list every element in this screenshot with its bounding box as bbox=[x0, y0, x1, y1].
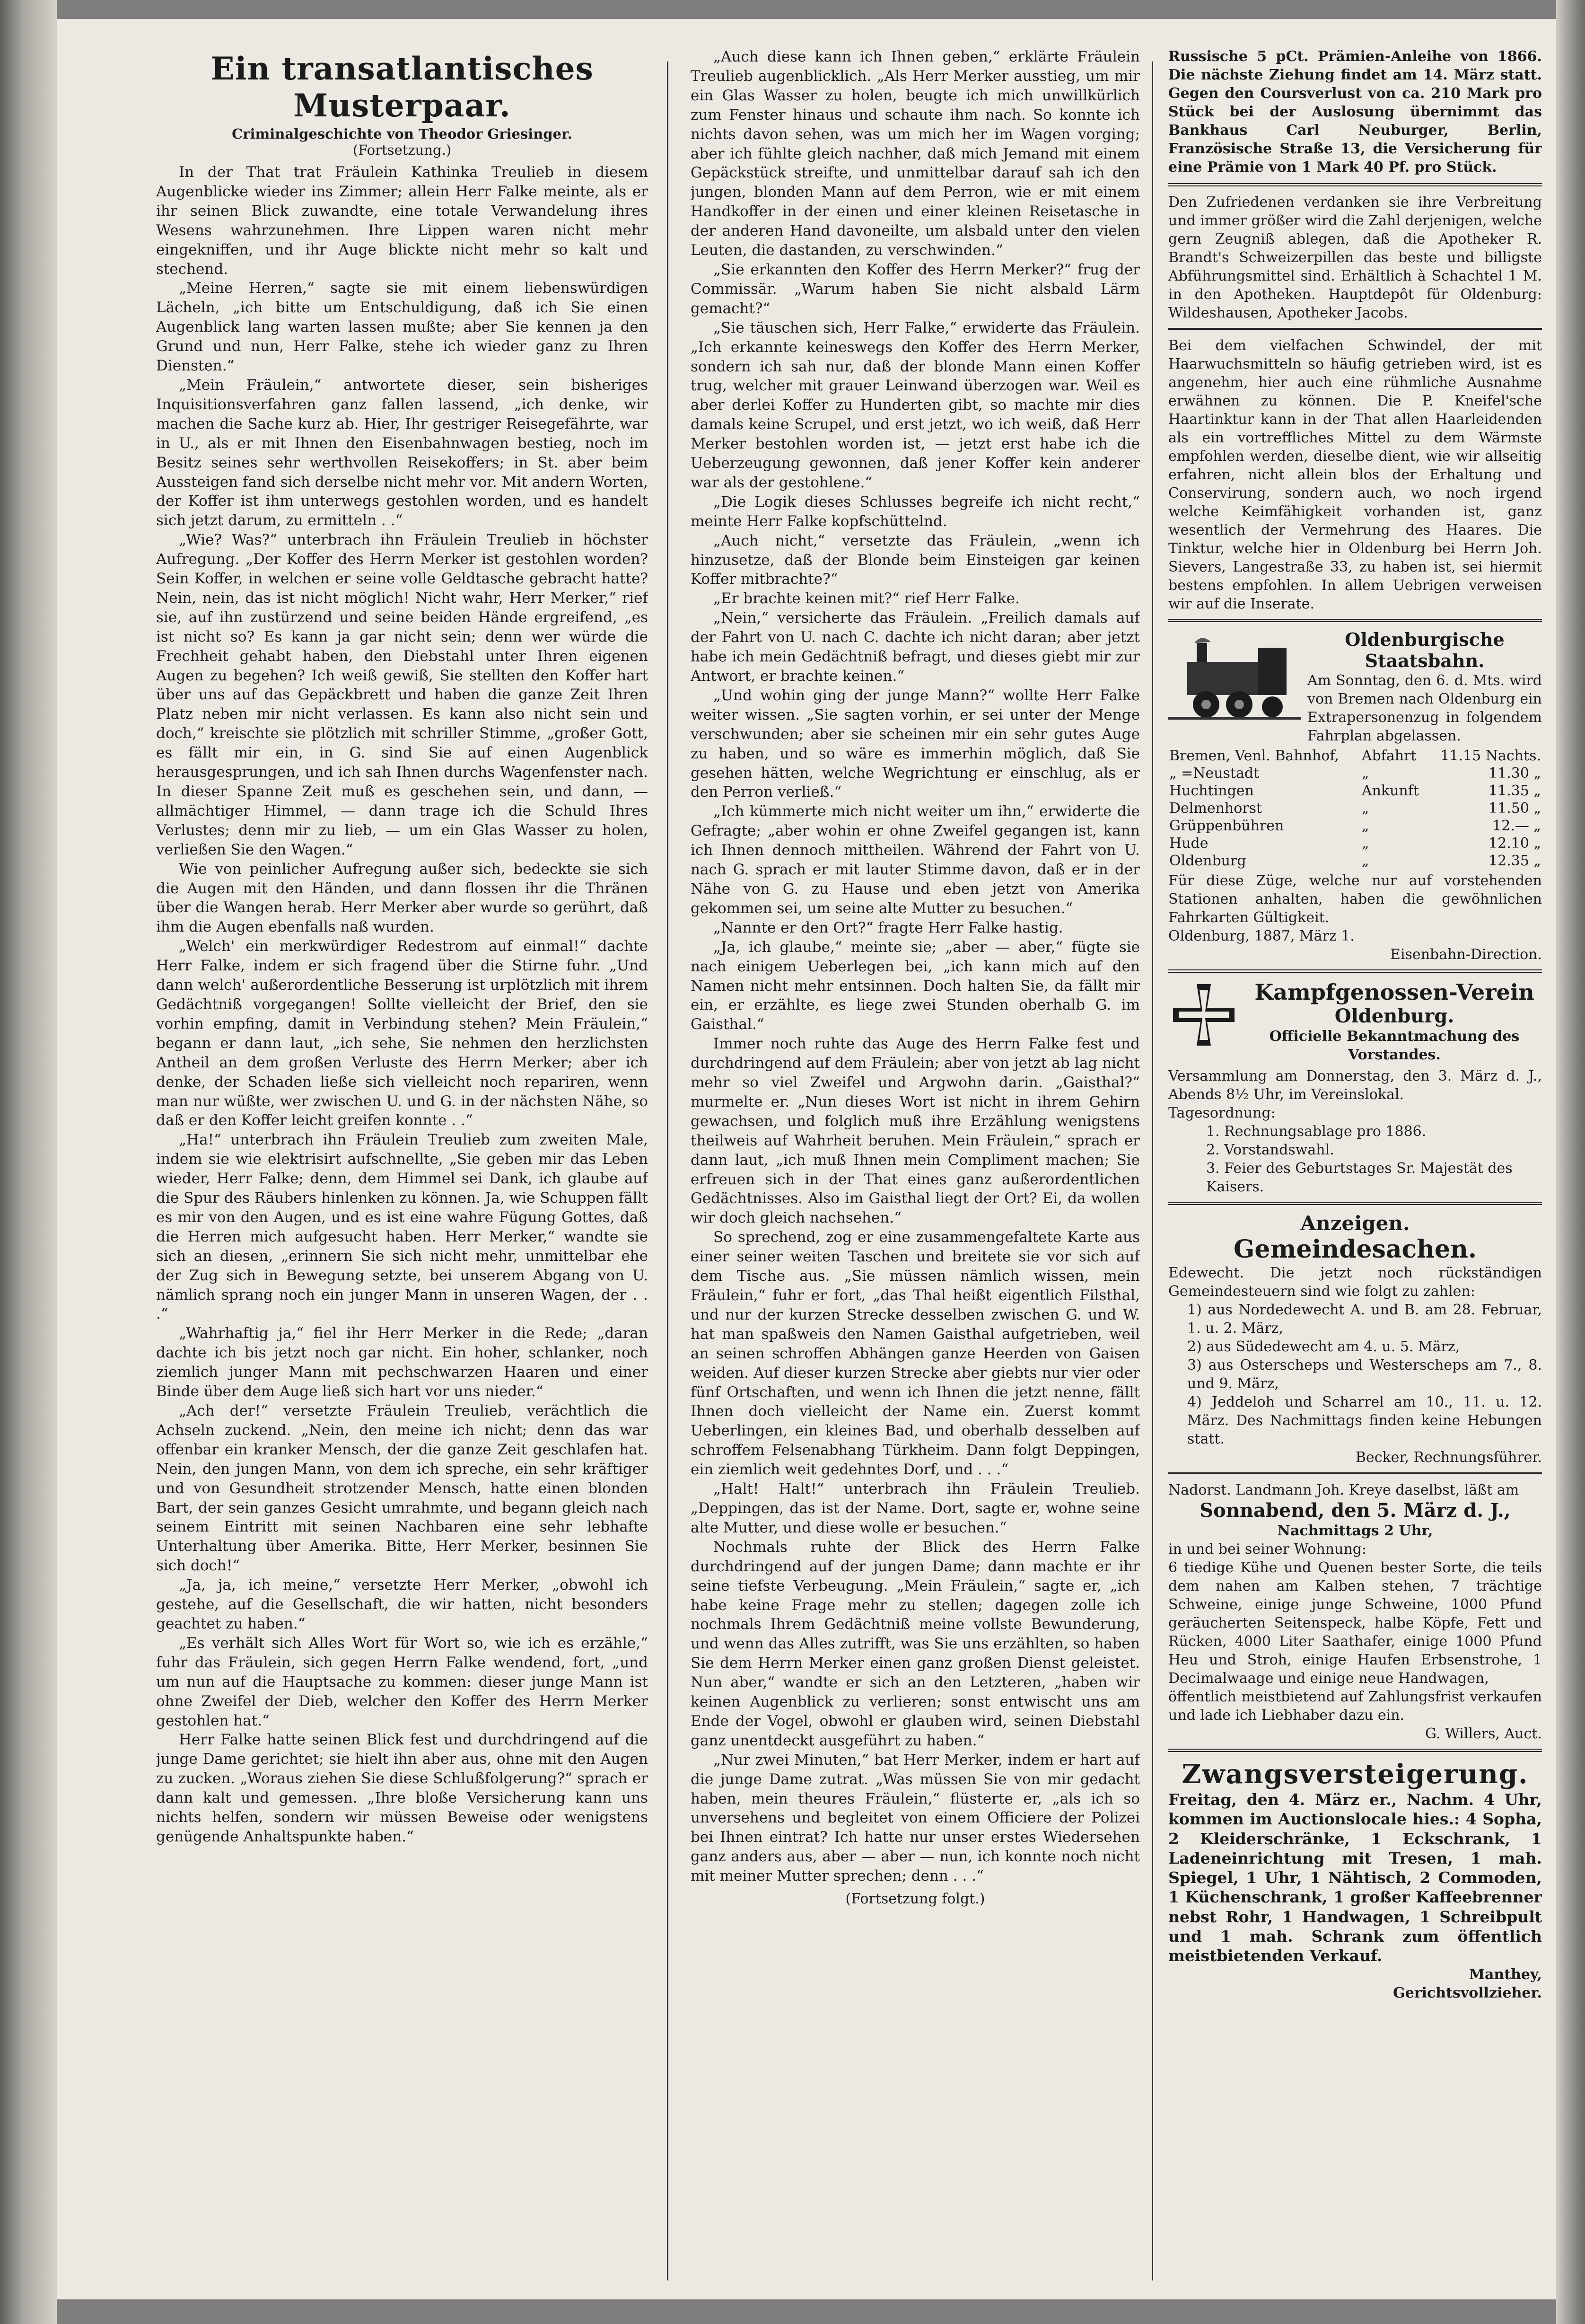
timetable-kind: „ bbox=[1361, 765, 1369, 782]
railway-title: Oldenburgische Staatsbahn. bbox=[1345, 629, 1505, 671]
timetable-station: „ =Neustadt bbox=[1169, 765, 1260, 782]
ad-forced-auction bbox=[1168, 1749, 1542, 2008]
story-title: Ein transatlantisches Musterpaar. bbox=[210, 50, 594, 124]
timetable-station: Huchtingen bbox=[1169, 783, 1254, 799]
nadorst-closing: öffentlich meistbietend auf Zahlungsfrist verkaufen und lade ich Liebhaber dazu ein. bbox=[1168, 1689, 1542, 1724]
gemeinde-item: 3) aus Osterscheps und Westerscheps am 7., 8. und 9. März, bbox=[1187, 1357, 1542, 1392]
timetable-station: Delmenhorst bbox=[1169, 800, 1262, 817]
story-paragraph: „Ich kümmerte mich nicht weiter um ihn,“ erwiderte die Gefragte; „aber wohin er ohne Zweifel gegangen ist, kann ich Ihnen dennoch mittheilen. Während der Fahrt von U. nach G. sprach er mit lauter Stimme davon, daß er in der Nähe von G. zu Hause und eben jetzt von Amerika gekommen sei, um seine alte Mutter zu besuchen.“ bbox=[691, 803, 1140, 917]
gemeinde-item: 2) aus Südedewecht am 4. u. 5. März, bbox=[1187, 1338, 1460, 1355]
to-be-continued: (Fortsetzung folgt.) bbox=[845, 1891, 985, 1908]
timetable-kind: „ bbox=[1361, 853, 1369, 869]
story-paragraph: Wie von peinlicher Aufregung außer sich, bedeckte sie sich die Augen mit den Händen, und dann flossen ihr die Thränen über die Wangen herab. Herr Merker aber wurde so gerührt, daß ihm die Augen ebenfalls naß wurden. bbox=[156, 860, 648, 936]
railway-timetable bbox=[1168, 747, 1542, 870]
timetable-kind: „ bbox=[1361, 800, 1369, 817]
veterans-title: Kampfgenossen-Verein bbox=[1254, 979, 1534, 1005]
nadorst-time: Nachmittags 2 Uhr, bbox=[1277, 1523, 1433, 1539]
agenda-item: 1. Rechnungsablage pro 1886. bbox=[1206, 1123, 1427, 1140]
page-edge-right bbox=[1556, 0, 1585, 2324]
story-paragraph: In der That trat Fräulein Kathinka Treulieb in diesem Augenblicke wieder ins Zimmer; allein Herr Falke meinte, als er ihr seinen Blick zuwandte, eine totale Verwandelung ihres Wesens wahrzunehmen. Ihre Lippen waren nicht mehr eingekniffen, und ihr Auge blickte nicht mehr so kalt und stechend. bbox=[156, 164, 648, 278]
story-paragraph: Nochmals ruhte der Blick des Herrn Falke durchdringend auf der jungen Dame; dann machte er ihr seine tiefste Verbeugung. „Mein Fräulein,“ sagte er, „ich habe keine Frage mehr zu stellen; dagegen zolle ich nochmals Ihrem Gedächtniß meine vollste Bewunderung, und wenn das Alles zutrifft, was Sie uns erzählten, so haben Sie dem Herrn Merker einen ganz großen Dienst geleistet. Nun aber,“ wandte er sich an den Letzteren, „haben wir keinen Augenblick zu verlieren; sonst entwischt uns am Ende der Vogel, obwohl er glauben wird, seinen Diebstahl ganz unentdeckt ausgeführt zu haben.“ bbox=[691, 1538, 1140, 1749]
story-paragraph: Immer noch ruhte das Auge des Herrn Falke fest und durchdringend auf dem Fräulein; aber von jetzt ab lag nicht mehr so viel Zweifel und Argwohn darin. „Gaisthal?“ murmelte er. „Nun dieses Wort ist nicht in ihrem Gehirn gewachsen, und folglich muß ihre Erzählung wenigstens theilweis auf Wahrheit beruhen. Mein Fräulein,“ sprach er dann laut, „ich muß Ihnen mein Compliment machen; Sie erfreuen sich in der That eines ganz außerordentlichen Gedächtnisses. Also im Gaisthal liegt der Ort? Ei, da wollen wir doch gleich nachsehen.“ bbox=[691, 1035, 1140, 1227]
story-paragraph: „Ha!“ unterbrach ihn Fräulein Treulieb zum zweiten Male, indem sie wie elektrisirt aufschnellte, „Sie geben mir das Leben wieder, Herr Falke; denn, dem Himmel sei Dank, ich glaube auf die Spur des Räubers hinlenken zu können. Ja, wie Schuppen fällt es mir von den Augen, und es ist eine wahre Fügung Gottes, daß die Herren mich aufgesucht haben. Herr Merker,“ wandte sie sich an diesen, „erinnern Sie sich nicht mehr, unmittelbar ehe der Zug sich in Bewegung setzte, bei unserem Abgang von U. nämlich sprang noch ein junger Mann in unseren Wagen, der . . .“ bbox=[156, 1131, 648, 1323]
timetable-station: Bremen, Venl. Bahnhof, bbox=[1169, 748, 1339, 764]
nadorst-date: Sonnabend, den 5. März d. J., bbox=[1200, 1499, 1511, 1522]
story-paragraph: „Die Logik dieses Schlusses begreife ich nicht recht,“ meinte Herr Falke kopfschüttelnd. bbox=[691, 493, 1140, 530]
nadorst-signature: G. Willers, Auct. bbox=[1425, 1725, 1542, 1742]
story-paragraph: „Sie erkannten den Koffer des Herrn Merker?“ frug der Commissär. „Warum haben Sie nicht alsbald Lärm gemacht?“ bbox=[691, 261, 1140, 317]
veterans-subtitle: Officielle Bekanntmachung des Vorstandes. bbox=[1269, 1028, 1520, 1063]
page-edge-left bbox=[0, 0, 57, 2324]
story-paragraph: „Nein,“ versicherte das Fräulein. „Freilich damals auf der Fahrt von U. nach C. dachte ich nicht daran; aber jetzt habe ich mein Gedächtniß befragt, und dieses giebt mir zur Antwort, er brachte keinen.“ bbox=[691, 609, 1140, 685]
anzeigen-heading: Anzeigen. bbox=[1300, 1212, 1410, 1235]
story-paragraph: „Ja, ja, ich meine,“ versetzte Herr Merker, „obwohl ich gestehe, auf die Gesellschaft, die wir hatten, nicht besonders geachtet zu haben.“ bbox=[156, 1576, 648, 1632]
column-rule-2 bbox=[1152, 62, 1153, 2280]
story-paragraph: „Auch diese kann ich Ihnen geben,“ erklärte Fräulein Treulieb augenblicklich. „Als Herr Merker ausstieg, um mir ein Glas Wasser zu holen, beugte ich mich unwillkürlich zum Fenster hinaus und schaute ihm nach. So konnte ich nichts davon sehen, was um mich her im Wagen vorging; aber ich fühlte gleich nachher, daß mich Jemand mit einem Gepäckstück streifte, und unmittelbar darauf sah ich den jungen, blonden Mann auf dem Perron, wie er mit einem Handkoffer in der einen und einer kleinen Reisetasche in der anderen Hand davoneilte, um alsbald unter den vielen Leuten, die dastanden, zu verschwinden.“ bbox=[691, 48, 1140, 259]
column-rule-1 bbox=[667, 62, 668, 2280]
timetable-kind: Ankunft bbox=[1361, 783, 1419, 799]
section-anzeigen bbox=[1168, 1202, 1542, 1472]
iron-cross-icon bbox=[1168, 979, 1239, 1050]
timetable-time: 12.35 „ bbox=[1489, 853, 1541, 869]
gemeinde-item: 4) Jeddeloh und Scharrel am 10., 11. u. 12. März. Des Nachmittags finden keine Hebungen statt. bbox=[1187, 1394, 1542, 1447]
column-2 bbox=[691, 47, 1140, 2280]
ad-brandt-pills bbox=[1168, 183, 1542, 328]
timetable-row bbox=[1168, 747, 1542, 765]
agenda-item: 2. Vorstandswahl. bbox=[1206, 1142, 1334, 1158]
timetable-time: 11.30 „ bbox=[1489, 765, 1541, 782]
story-paragraph: So sprechend, zog er eine zusammengefaltete Karte aus einer seiner weiten Taschen und breitete sie vor sich auf dem Tische aus. „Sie müssen nämlich wissen, mein Fräulein,“ fuhr er fort, „das Thal heißt eigentlich Filsthal, und nur der kurzen Strecke desselben zwischen G. und W. hat man spaßweis den Namen Gaisthal aufgetrieben, weil an seinen schroffen Abhängen ganze Heerden von Gaisen weiden. Auf dieser kurzen Strecke aber giebts nur vier oder fünf Ortschaften, und wenn ich Ihnen die jetzt nenne, fällt Ihnen doch vielleicht der Name ein. Zuerst kommt Ueberlingen, ein kleines Bad, und oberhalb desselben auf schroffem Felsenabhang Türkheim. Dann folgt Deppingen, ein ziemlich weit gedehntes Dorf, und . . .“ bbox=[691, 1229, 1140, 1479]
ad-brandt-text: Den Zufriedenen verdanken sie ihre Verbreitung und immer größer wird die Zahl derjenigen, welche gern Zeugniß ablegen, daß die Apotheker R. Brandt's Schweizerpillen das beste und billigste Abführungsmittel sind. Erhältlich à Schachtel 1 M. in den Apotheken. Hauptdepôt für Oldenburg: Wildeshausen, Apotheker Jacobs. bbox=[1168, 194, 1542, 321]
auction-title: Zwangsversteigerung. bbox=[1182, 1759, 1529, 1790]
story-paragraph: „Nannte er den Ort?“ fragte Herr Falke hastig. bbox=[713, 919, 1063, 936]
story-paragraph: „Auch nicht,“ versetzte das Fräulein, „wenn ich hinzusetze, daß der Blonde beim Einsteigen gar keinen Koffer mitbrachte?“ bbox=[691, 532, 1140, 588]
story-paragraph: „Nur zwei Minuten,“ bat Herr Merker, indem er hart auf die junge Dame zutrat. „Was müssen Sie von mir gedacht haben, mein theures Fräulein,“ flüsterte er, „als ich so unversehens und begleitet von einem Officiere der Polizei bei Ihnen eintrat? Ich hatte nur unser erstes Wiedersehen ganz anders aus, aber — aber — nun, ich konnte noch nicht mit meiner Mutter sprechen; denn . . .“ bbox=[691, 1751, 1140, 1885]
veterans-text: Versammlung am Donnerstag, den 3. März d. J., Abends 8½ Uhr, im Vereinslokal. bbox=[1168, 1068, 1542, 1103]
story-continuation: (Fortsetzung.) bbox=[352, 142, 452, 158]
story-paragraph: „Und wohin ging der junge Mann?“ wollte Herr Falke weiter wissen. „Sie sagten vorhin, er sei unter der Menge verschwunden; aber sie scheinen mir ein sehr gutes Auge zu haben, und so wäre es immerhin möglich, daß Sie gesehen hätten, welche Wegrichtung er einschlug, als er den Perron verließ.“ bbox=[691, 687, 1140, 801]
timetable-row bbox=[1168, 782, 1542, 800]
auction-signature-name: Manthey, bbox=[1469, 1966, 1542, 1983]
story-paragraph: „Meine Herren,“ sagte sie mit einem liebenswürdigen Lächeln, „ich bitte um Entschuldigung, daß ich Sie einen Augenblick lang warten lassen mußte; aber Sie kennen ja den Grund und nun, Herr Falke, stehe ich wieder ganz zu Ihren Diensten.“ bbox=[156, 280, 648, 375]
story-paragraph: „Welch' ein merkwürdiger Redestrom auf einmal!“ dachte Herr Falke, indem er sich fragend über die Stirne fuhr. „Und dann welch' außerordentliche Besserung ist urplötzlich mit ihrem Gedächtniß vorgegangen! Sollte vielleicht der Brief, den sie vorhin empfing, damit in Verbindung stehen? Mein Fräulein,“ begann er dann laut, „ich sehe, Sie nehmen den herzlichsten Antheil an dem großen Verluste des Herrn Merker; aber ich denke, der Schaden ließe sich vielleicht noch repariren, wenn man nur wüßte, wer zwischen U. und G. in der nächsten Nähe, so daß er den Koffer leicht greifen konnte . .“ bbox=[156, 938, 648, 1129]
timetable-kind: Abfahrt bbox=[1361, 748, 1417, 764]
timetable-row bbox=[1168, 817, 1542, 835]
auction-text: Freitag, den 4. März er., Nachm. 4 Uhr, kommen im Auctionslocale hies.: 4 Sopha, 2 Kleiderschränke, 1 Eckschrank, 1 Ladeneinrichtung mit Tresen, 1 mah. Spiegel, 1 Uhr, 1 Nähtisch, 2 Commoden, 1 Küchenschrank, 1 großer Kaffeebrenner nebst Rohr, 1 Handwagen, 1 Schreibpult und 1 mah. Schrank zum öffentlich meistbietenden Verkauf. bbox=[1168, 1790, 1542, 1965]
story-paragraph: „Wie? Was?“ unterbrach ihn Fräulein Treulieb in höchster Aufregung. „Der Koffer des Herrn Merker ist gestohlen worden? Sein Koffer, in welchen er seine volle Geldtasche gebracht hatte? Nein, nein, das ist nicht möglich! Nicht wahr, Herr Merker,“ rief sie, auf ihn zustürzend und seine beiden Hände ergreifend, „es ist nicht so? Es kann ja gar nicht sein; denn wer würde die Frechheit gehabt haben, den Diebstahl unter Ihren eigenen Augen zu begehen? Ich weiß gewiß, Sie stellten den Koffer hart über uns auf das Gepäckbrett und haben die ganze Zeit Ihren Platz neben mir nicht verlassen. Es kann also nicht sein und doch,“ kreischte sie plötzlich mit schriller Stimme, „großer Gott, es fällt mir ein, in G. sind Sie auf einen Augenblick herausgesprungen, und ich sah Ihnen durchs Wagenfenster nach. In dieser Spanne Zeit muß es geschehen sein, und dann, — allmächtiger Himmel, — dann trage ich die Schuld Ihres Verlustes; denn mir zu lieb, — um ein Glas Wasser zu holen, verließen Sie den Wagen.“ bbox=[156, 531, 648, 858]
story-paragraph: „Er brachte keinen mit?“ rief Herr Falke. bbox=[713, 590, 1020, 607]
story-paragraph: „Ach der!“ versetzte Fräulein Treulieb, verächtlich die Achseln zuckend. „Nein, den meine ich nicht; denn das war offenbar ein kranker Mensch, der die ganze Zeit geschlafen hat. Nein, den jungen Mann, von dem ich spreche, ein sehr kräftiger und von Gesundheit strotzender Mensch, hatte einen blonden Bart, der sein ganzes Gesicht umrahmte, und begann gleich nach seinem Eintritt mit seinen Nachbaren eine sehr lebhafte Unterhaltung über Amerika. Bitte, Herr Merker, besinnen Sie sich doch!“ bbox=[156, 1402, 648, 1575]
newspaper-page bbox=[57, 19, 1556, 2299]
story-paragraph: „Halt! Halt!“ unterbrach ihn Fräulein Treulieb. „Deppingen, das ist der Name. Dort, sagte er, wohne seine alte Mutter, und diese wolle er besuchen.“ bbox=[691, 1480, 1140, 1536]
gemeinde-heading: Gemeindesachen. bbox=[1233, 1235, 1477, 1264]
timetable-row bbox=[1168, 765, 1542, 782]
story-body-part-1 bbox=[156, 163, 648, 1847]
gemeinde-item: 1) aus Nordedewecht A. und B. am 28. Februar, 1. u. 2. März, bbox=[1187, 1302, 1542, 1337]
veterans-agenda bbox=[1206, 1122, 1542, 1196]
timetable-time: 11.50 „ bbox=[1489, 800, 1541, 817]
story-subtitle: Criminalgeschichte von Theodor Griesinger. bbox=[232, 126, 572, 142]
timetable-time: 11.35 „ bbox=[1489, 783, 1541, 799]
column-1 bbox=[156, 47, 648, 2280]
nadorst-place: in und bei seiner Wohnung: bbox=[1168, 1541, 1367, 1558]
gemeinde-list bbox=[1187, 1301, 1542, 1448]
timetable-row bbox=[1168, 852, 1542, 870]
railway-note: Für diese Züge, welche nur auf vorstehenden Stationen anhalten, haben die gewöhnlichen Fahrkarten Gültigkeit. bbox=[1168, 872, 1542, 926]
railway-date: Oldenburg, 1887, März 1. bbox=[1168, 928, 1355, 944]
agenda-item: 3. Feier des Geburtstages Sr. Majestät des Kaisers. bbox=[1206, 1160, 1513, 1195]
story-paragraph: „Sie täuschen sich, Herr Falke,“ erwiderte das Fräulein. „Ich erkannte keineswegs den Koffer des Herrn Merker, sondern ich sah nur, daß der blonde Mann einen Koffer trug, welcher mit grauer Leinwand überzogen war. Weil es aber derlei Koffer zu Hunderten gibt, so machte mir dies damals keine Scrupel, und erst jetzt, wo ich weiß, daß Herr Merker bestohlen worden ist, — jetzt erst habe ich die Ueberzeugung gewonnen, daß jener Koffer kein anderer war als der gestohlene.“ bbox=[691, 319, 1140, 491]
timetable-row bbox=[1168, 800, 1542, 817]
timetable-station: Oldenburg bbox=[1169, 853, 1246, 869]
timetable-row bbox=[1168, 835, 1542, 852]
timetable-station: Hude bbox=[1169, 835, 1208, 852]
veterans-city: Oldenburg. bbox=[1334, 1005, 1454, 1027]
railway-intro: Am Sonntag, den 6. d. Mts. wird von Bremen nach Oldenburg ein Extrapersonenzug in folgendem Fahrplan abgelassen. bbox=[1307, 672, 1542, 744]
story-paragraph: „Es verhält sich Alles Wort für Wort so, wie ich es erzähle,“ fuhr das Fräulein, sich gegen Herrn Falke wendend, fort, „und um nun auf die Hauptsache zu kommen: dieser junge Mann ist ohne Zweifel der Dieb, welcher den Koffer des Herrn Merker gestohlen hat.“ bbox=[156, 1634, 648, 1729]
story-paragraph: „Mein Fräulein,“ antwortete dieser, sein bisheriges Inquisitionsverfahren ganz fallen lassend, „ich denke, wir machen die Sache kurz ab. Hier, Ihr gestriger Reisegefährte, war in U., als er mit Ihnen den Eisenbahnwagen bestieg, noch im Besitz seines sehr werthvollen Reisekoffers; in St. aber beim Aussteigen fand sich derselbe nicht mehr vor. Mit andern Worten, der Koffer ist ihm unterwegs gestohlen worden, und es handelt sich jetzt darum, zu ermitteln . .“ bbox=[156, 376, 648, 529]
auction-signature-title: Gerichtsvollzieher. bbox=[1393, 1985, 1542, 2002]
timetable-station: Grüppenbühren bbox=[1169, 818, 1284, 834]
ad-hair-text: Bei dem vielfachen Schwindel, der mit Haarwuchsmitteln so häufig getrieben wird, ist es angenehm, hier auch eine rühmliche Ausnahme erwähnen zu können. Die P. Kneifel'sche Haartinktur kann in der That allen Haarleidenden als ein vortreffliches Mittel zu dem Wärmste empfohlen werden, dieselbe dient, wie wir allseitig erfahren, nicht allein blos der Erhaltung und Conservirung, sondern auch, wo noch irgend welche Keimfähigkeit vorhanden ist, ganz wesentlich der Vermehrung des Haares. Die Tinktur, welche hier in Oldenburg bei Herrn Joh. Sievers, Langestraße 33, zu haben ist, sei hiermit bestens empfohlen. In allem Uebrigen verweisen wir auf die Inserate. bbox=[1168, 337, 1542, 612]
timetable-time: 12.— „ bbox=[1492, 818, 1541, 834]
nadorst-intro: Nadorst. Landmann Joh. Kreye daselbst, läßt am bbox=[1168, 1482, 1519, 1498]
timetable-kind: „ bbox=[1361, 835, 1369, 852]
story-paragraph: „Wahrhaftig ja,“ fiel ihr Herr Merker in die Rede; „daran dachte ich bis jetzt noch gar nicht. Ein hoher, schlanker, noch ziemlich junger Mann mit pechschwarzen Haaren und einer Binde über dem Auge ließ sich hart vor uns nieder.“ bbox=[156, 1325, 648, 1400]
railway-signature: Eisenbahn-Direction. bbox=[1390, 946, 1542, 963]
locomotive-icon bbox=[1168, 629, 1301, 723]
column-3-ads bbox=[1168, 47, 1542, 2280]
veterans-agenda-label: Tagesordnung: bbox=[1168, 1105, 1276, 1121]
ad-nadorst-sale bbox=[1168, 1472, 1542, 1749]
timetable-kind: „ bbox=[1361, 818, 1369, 834]
timetable-time: 11.15 Nachts. bbox=[1440, 748, 1541, 764]
gemeinde-signature: Becker, Rechnungsführer. bbox=[1355, 1449, 1542, 1466]
story-paragraph: Herr Falke hatte seinen Blick fest und durchdringend auf die junge Dame gerichtet; sie hielt ihn aber aus, ohne mit den Augen zu zucken. „Woraus ziehen Sie diese Schlußfolgerung?“ sprach er dann kalt und gemessen. „Ihre bloße Versicherung kann uns nichts helfen, sondern wir müssen Beweise oder wenigstens genügende Anhaltspunkte haben.“ bbox=[156, 1731, 648, 1845]
ad-hair-tincture bbox=[1168, 328, 1542, 619]
timetable-time: 12.10 „ bbox=[1489, 835, 1541, 852]
ad-railway bbox=[1168, 619, 1542, 969]
story-paragraph: „Ja, ich glaube,“ meinte sie; „aber — aber,“ fügte sie nach einigem Ueberlegen bei, „ich kann mich auf den Namen nicht mehr entsinnen. Doch halten Sie, da fällt mir ein, er erzählte, es liege zwei Stunden oberhalb G. im Gaisthal.“ bbox=[691, 938, 1140, 1033]
ad-veterans-club bbox=[1168, 969, 1542, 1202]
story-body-part-2 bbox=[691, 47, 1140, 1886]
ad-russian-bond: Russische 5 pCt. Prämien-Anleihe von 1866. Die nächste Ziehung findet am 14. März statt. Gegen den Coursverlust von ca. 210 Mark pro Stück bei der Auslosung übernimmt das Bankhaus Carl Neuburger, Berlin, Französische Straße 13, die Versicherung für eine Prämie von 1 Mark 40 Pf. pro Stück. bbox=[1168, 48, 1542, 176]
gemeinde-intro: Edewecht. Die jetzt noch rückständigen Gemeindesteuern sind wie folgt zu zahlen: bbox=[1168, 1265, 1542, 1300]
nadorst-items: 6 tiedige Kühe und Quenen bester Sorte, die teils dem nahen am Kalben stehen, 7 trächtige Schweine, einige junge Schweine, 1000 Pfund geräucherten Seitenspeck, halbe Köpfe, Fett und Rücken, 4000 Liter Saathafer, einige 1000 Pfund Heu und Stroh, einige Haufen Erbsenstrohe, 1 Decimalwaage und einige neue Handwagen, bbox=[1168, 1559, 1542, 1687]
